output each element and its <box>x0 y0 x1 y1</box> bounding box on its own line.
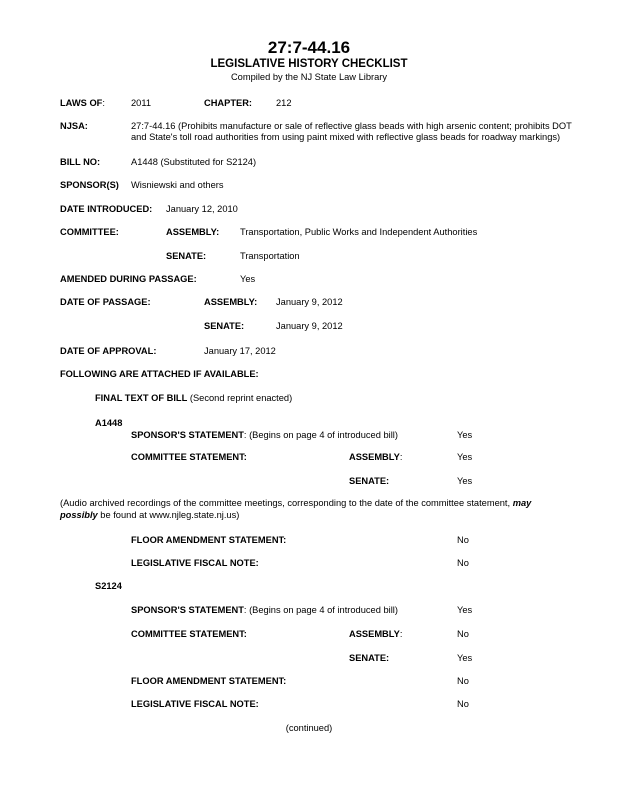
continued-note: (continued) <box>285 723 333 733</box>
s2124-committee-assembly-label: ASSEMBLY: <box>349 629 403 639</box>
s2124-committee-assembly-value: No <box>457 629 469 639</box>
a1448-sponsor-statement: SPONSOR'S STATEMENT: (Begins on page 4 of introduced bill) <box>131 430 398 440</box>
a1448-committee-senate-label: SENATE: <box>349 476 390 486</box>
committee-assembly-value: Transportation, Public Works and Independent Authorities <box>240 227 478 237</box>
bill-no-value: A1448 (Substituted for S2124) <box>131 157 257 167</box>
passage-assembly-label: ASSEMBLY: <box>204 297 258 307</box>
attached-heading: FOLLOWING ARE ATTACHED IF AVAILABLE: <box>60 369 259 379</box>
laws-of-year: 2011 <box>131 98 151 108</box>
s2124-sponsor-value: Yes <box>457 605 473 615</box>
njsa-label: NJSA: <box>60 121 88 131</box>
document-title: LEGISLATIVE HISTORY CHECKLIST <box>210 58 408 70</box>
passage-senate-label: SENATE: <box>204 321 245 331</box>
a1448-committee-assembly-label: ASSEMBLY: <box>349 452 403 462</box>
audio-archive-note: (Audio archived recordings of the committee meetings, corresponding to the date of the committee statement, may possibly be found at www.njleg.state.nj.us) <box>60 498 532 520</box>
date-of-approval-label: DATE OF APPROVAL: <box>60 346 157 356</box>
date-introduced-value: January 12, 2010 <box>166 204 238 214</box>
amended-value: Yes <box>240 274 256 284</box>
a1448-committee-label: COMMITTEE STATEMENT: <box>131 452 247 462</box>
date-of-approval-value: January 17, 2012 <box>204 346 276 356</box>
njsa-line-1: 27:7-44.16 (Prohibits manufacture or sale of reflective glass beads with high arsenic content; prohibits DOT <box>131 121 572 131</box>
a1448-fiscal-note-value: No <box>457 558 469 568</box>
a1448-floor-amendment-value: No <box>457 535 469 545</box>
amended-label: AMENDED DURING PASSAGE: <box>60 274 197 284</box>
committee-label: COMMITTEE: <box>60 227 119 237</box>
s2124-fiscal-note-value: No <box>457 699 469 709</box>
njsa-line-2: and State's toll road authorities from using paint mixed with reflective glass beads for roadway markings) <box>131 132 561 142</box>
laws-of-label: LAWS OF: <box>60 98 105 108</box>
date-introduced-label: DATE INTRODUCED: <box>60 204 153 214</box>
s2124-fiscal-note-label: LEGISLATIVE FISCAL NOTE: <box>131 699 259 709</box>
committee-assembly-label: ASSEMBLY: <box>166 227 220 237</box>
statute-number: 27:7-44.16 <box>267 38 351 57</box>
document-subtitle: Compiled by the NJ State Law Library <box>230 72 388 82</box>
passage-senate-value: January 9, 2012 <box>276 321 343 331</box>
committee-senate-value: Transportation <box>240 251 300 261</box>
sponsor-label: SPONSOR(S) <box>60 180 119 190</box>
final-text-of-bill: FINAL TEXT OF BILL (Second reprint enacted) <box>95 393 293 403</box>
sponsor-value: Wisniewski and others <box>131 180 224 190</box>
a1448-floor-amendment-label: FLOOR AMENDMENT STATEMENT: <box>131 535 287 545</box>
a1448-committee-senate-value: Yes <box>457 476 473 486</box>
date-of-passage-label: DATE OF PASSAGE: <box>60 297 151 307</box>
s2124-committee-label: COMMITTEE STATEMENT: <box>131 629 247 639</box>
committee-senate-label: SENATE: <box>166 251 207 261</box>
s2124-heading: S2124 <box>95 581 122 591</box>
bill-no-label: BILL NO: <box>60 157 101 167</box>
a1448-heading: A1448 <box>95 418 123 428</box>
s2124-committee-senate-label: SENATE: <box>349 653 390 663</box>
passage-assembly-value: January 9, 2012 <box>276 297 343 307</box>
s2124-committee-senate-value: Yes <box>457 653 473 663</box>
chapter-value: 212 <box>276 98 292 108</box>
a1448-fiscal-note-label: LEGISLATIVE FISCAL NOTE: <box>131 558 259 568</box>
a1448-sponsor-value: Yes <box>457 430 473 440</box>
a1448-committee-assembly-value: Yes <box>457 452 473 462</box>
s2124-floor-amendment-label: FLOOR AMENDMENT STATEMENT: <box>131 676 287 686</box>
chapter-label: CHAPTER: <box>204 98 253 108</box>
s2124-sponsor-statement: SPONSOR'S STATEMENT: (Begins on page 4 of introduced bill) <box>131 605 398 615</box>
s2124-floor-amendment-value: No <box>457 676 469 686</box>
